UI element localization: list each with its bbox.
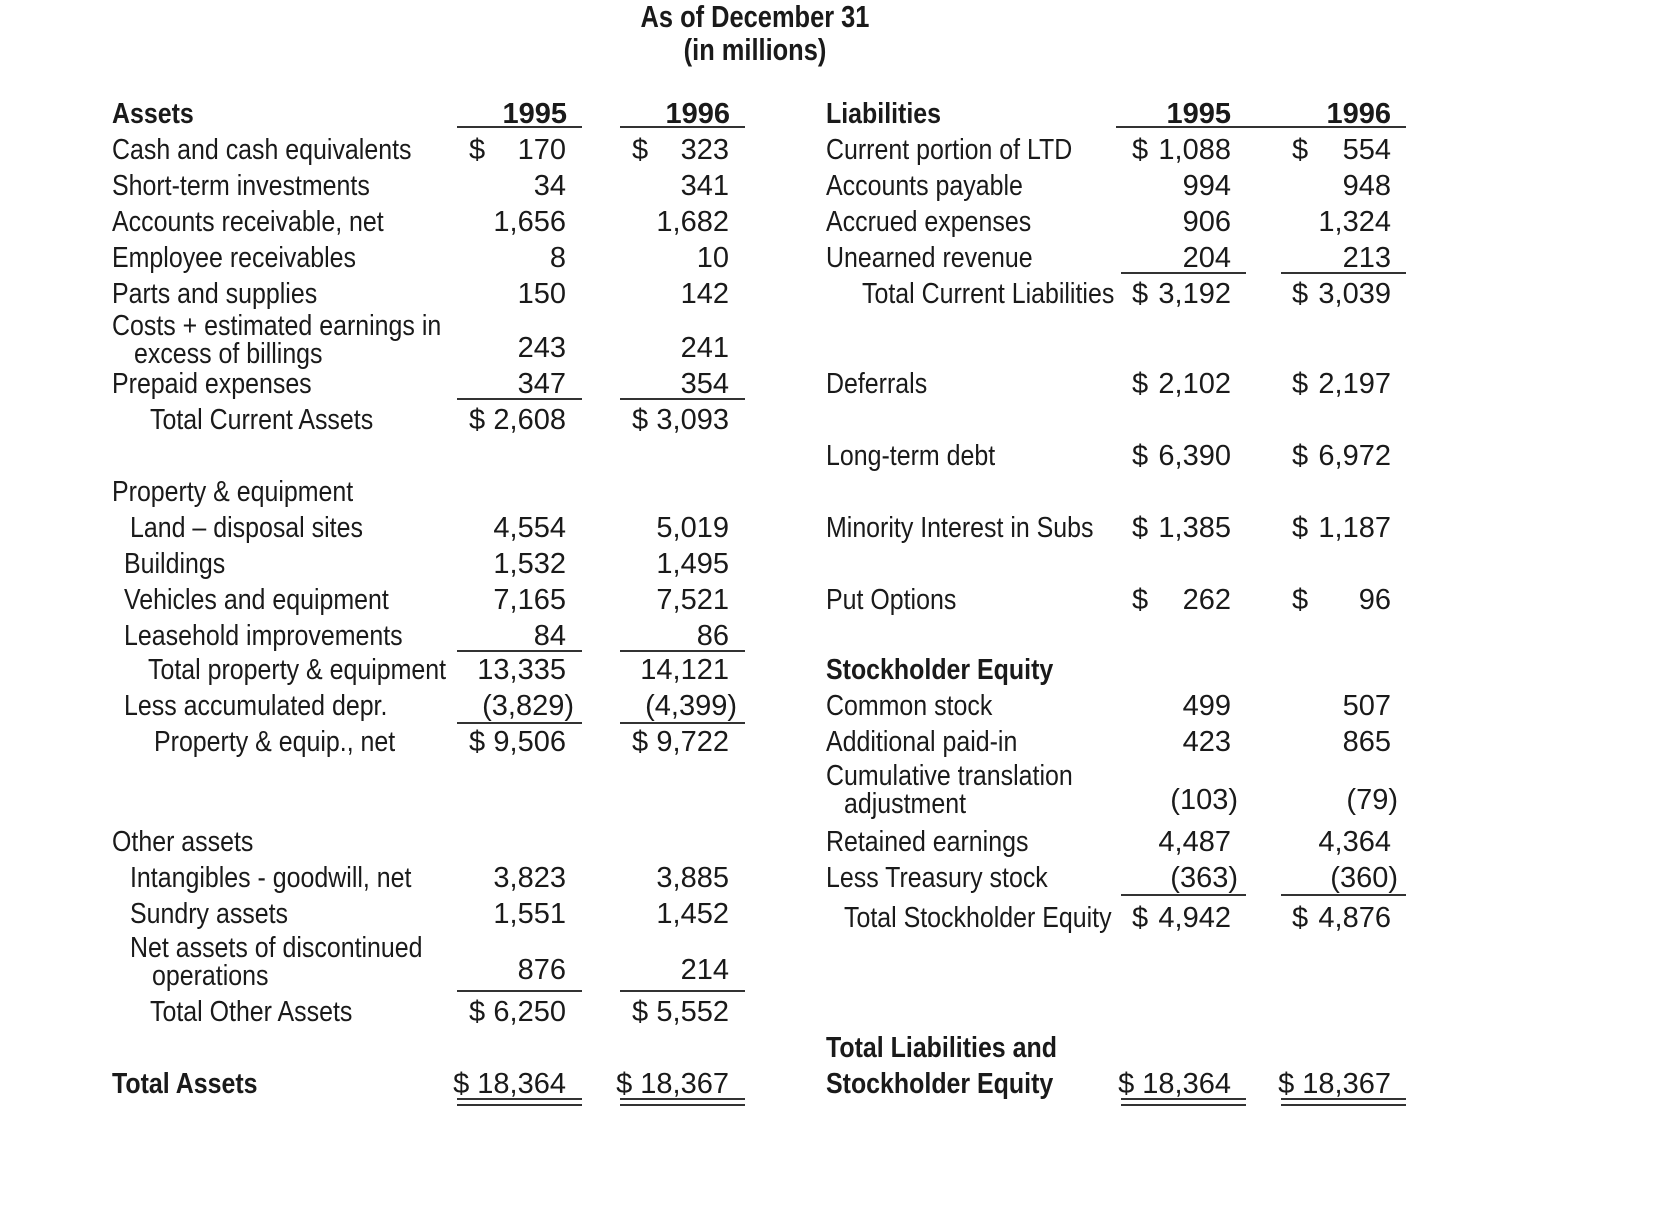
value: 1,385: [1158, 512, 1231, 544]
value: 14,121: [640, 654, 729, 686]
row-label: Total Assets: [112, 1068, 258, 1100]
value: 241: [680, 332, 729, 364]
value: 4,942: [1158, 902, 1231, 934]
value: 4,487: [1158, 826, 1231, 858]
row-label: Parts and supplies: [112, 278, 318, 310]
row-label: Minority Interest in Subs: [826, 512, 1094, 544]
dollar-sign: $: [1132, 902, 1149, 934]
dollar-sign: $: [1132, 134, 1149, 166]
value: 34: [533, 170, 566, 202]
value: 3,885: [656, 862, 729, 894]
row-label: Prepaid expenses: [112, 368, 312, 400]
value: 1,532: [493, 548, 566, 580]
value: 262: [1182, 584, 1231, 616]
value: 204: [1182, 242, 1231, 274]
dollar-sign: $: [469, 134, 486, 166]
row-label-cont: adjustment: [844, 788, 966, 820]
subtotal-rule: [1281, 272, 1406, 274]
dollar-sign: $: [1132, 278, 1149, 310]
row-label: Total property & equipment: [148, 654, 447, 686]
dollar-sign: $: [1292, 368, 1309, 400]
liabilities-heading: Liabilities: [826, 98, 942, 130]
dollar-sign: $: [1292, 440, 1309, 472]
value: 1,324: [1318, 206, 1391, 238]
value: 1996: [665, 98, 730, 130]
value: 2,197: [1318, 368, 1391, 400]
value: 1996: [1326, 98, 1391, 130]
subtotal-rule: [620, 990, 745, 992]
row-label: Additional paid-in: [826, 726, 1018, 758]
assets-heading: Assets: [112, 98, 194, 130]
row-label: Sundry assets: [130, 898, 289, 930]
value: 948: [1342, 170, 1391, 202]
value: 554: [1342, 134, 1391, 166]
value: 994: [1182, 170, 1231, 202]
value: 3,039: [1318, 278, 1391, 310]
row-label: Net assets of discontinued: [130, 932, 423, 964]
row-label: Accounts receivable, net: [112, 206, 384, 238]
value: 150: [517, 278, 566, 310]
dollar-sign: $: [1132, 512, 1149, 544]
subtotal-rule: [457, 398, 582, 400]
assets-header-rule-1995: [457, 126, 582, 128]
value: 323: [680, 134, 729, 166]
subtotal-rule: [620, 398, 745, 400]
value: 1,495: [656, 548, 729, 580]
value: 6,390: [1158, 440, 1231, 472]
value: 4,554: [493, 512, 566, 544]
grand-total-double-rule: [1281, 1098, 1406, 1106]
row-label: Accounts payable: [826, 170, 1023, 202]
row-label: Stockholder Equity: [826, 654, 1054, 686]
row-label: Land – disposal sites: [130, 512, 363, 544]
value: (103): [1170, 784, 1238, 816]
dollar-sign: $: [1132, 584, 1149, 616]
dollar-sign: $: [1132, 368, 1149, 400]
value: 4,364: [1318, 826, 1391, 858]
row-label: Property & equipment: [112, 476, 354, 508]
value: 3,823: [493, 862, 566, 894]
row-label-cont: Stockholder Equity: [826, 1068, 1054, 1100]
statement-heading: [136, 0, 1374, 66]
row-label: Accrued expenses: [826, 206, 1032, 238]
row-label: Cash and cash equivalents: [112, 134, 412, 166]
value: 86: [696, 620, 729, 652]
value: 214: [680, 954, 729, 986]
value: 3,093: [656, 404, 729, 436]
value: 2,102: [1158, 368, 1231, 400]
value: 499: [1182, 690, 1231, 722]
value: 347: [517, 368, 566, 400]
dollar-sign: $: [469, 404, 486, 436]
value: 507: [1342, 690, 1391, 722]
liabilities-header-rule: [1116, 126, 1406, 128]
row-label: Current portion of LTD: [826, 134, 1073, 166]
row-label-cont: operations: [152, 960, 269, 992]
row-label: Total Current Liabilities: [862, 278, 1115, 310]
value: 6,250: [493, 996, 566, 1028]
value: 84: [533, 620, 566, 652]
subtotal-rule: [1121, 894, 1246, 896]
dollar-sign: $: [469, 996, 486, 1028]
value: 2,608: [493, 404, 566, 436]
row-label: Less accumulated depr.: [124, 690, 388, 722]
value: 1,551: [493, 898, 566, 930]
dollar-sign: $: [1132, 440, 1149, 472]
value: 354: [680, 368, 729, 400]
row-label: Costs + estimated earnings in: [112, 310, 442, 342]
value: 1,682: [656, 206, 729, 238]
row-label: Total Stockholder Equity: [844, 902, 1112, 934]
value: (360): [1330, 862, 1398, 894]
value: 243: [517, 332, 566, 364]
dollar-sign: $: [632, 996, 649, 1028]
row-label: Total Other Assets: [150, 996, 353, 1028]
value: 10: [696, 242, 729, 274]
assets-header-rule-1996: [620, 126, 745, 128]
dollar-sign: $: [1292, 512, 1309, 544]
value: 13,335: [477, 654, 566, 686]
row-label: Employee receivables: [112, 242, 356, 274]
row-label: Deferrals: [826, 368, 928, 400]
value: 1,088: [1158, 134, 1231, 166]
value: 7,521: [656, 584, 729, 616]
dollar-sign: $: [1292, 902, 1309, 934]
heading-line-1: As of December 31: [640, 0, 870, 34]
value: 7,165: [493, 584, 566, 616]
value: 1995: [1166, 98, 1231, 130]
heading-line-2: (in millions): [683, 32, 827, 67]
value: (79): [1346, 784, 1398, 816]
dollar-sign: $: [1292, 134, 1309, 166]
value: (363): [1170, 862, 1238, 894]
row-label: Short-term investments: [112, 170, 370, 202]
row-label: Cumulative translation: [826, 760, 1073, 792]
row-label: Other assets: [112, 826, 254, 858]
value: 1995: [502, 98, 567, 130]
row-label: Intangibles - goodwill, net: [130, 862, 412, 894]
row-label: Put Options: [826, 584, 957, 616]
value: 9,722: [656, 726, 729, 758]
value: 1,452: [656, 898, 729, 930]
value: 5,019: [656, 512, 729, 544]
value: $ 18,364: [1118, 1068, 1231, 1100]
dollar-sign: $: [632, 134, 649, 166]
row-label: Retained earnings: [826, 826, 1029, 858]
value: 1,656: [493, 206, 566, 238]
dollar-sign: $: [1292, 278, 1309, 310]
value: $ 18,367: [1278, 1068, 1391, 1100]
value: $ 18,364: [453, 1068, 566, 1100]
value: 5,552: [656, 996, 729, 1028]
row-label: Property & equip., net: [154, 726, 396, 758]
value: 876: [517, 954, 566, 986]
value: 865: [1342, 726, 1391, 758]
value: 341: [680, 170, 729, 202]
value: 906: [1182, 206, 1231, 238]
row-label: Long-term debt: [826, 440, 996, 472]
value: 3,192: [1158, 278, 1231, 310]
grand-total-double-rule: [620, 1098, 745, 1106]
grand-total-double-rule: [1121, 1098, 1246, 1106]
value: 142: [680, 278, 729, 310]
row-label: Unearned revenue: [826, 242, 1033, 274]
value: $ 18,367: [616, 1068, 729, 1100]
value: (4,399): [645, 690, 737, 722]
subtotal-rule: [457, 990, 582, 992]
dollar-sign: $: [632, 726, 649, 758]
dollar-sign: $: [1292, 584, 1309, 616]
value: 8: [549, 242, 566, 274]
row-label: Less Treasury stock: [826, 862, 1048, 894]
row-label-cont: excess of billings: [134, 338, 323, 370]
dollar-sign: $: [469, 726, 486, 758]
row-label: Leasehold improvements: [124, 620, 403, 652]
value: 4,876: [1318, 902, 1391, 934]
row-label: Total Liabilities and: [826, 1032, 1057, 1064]
value: 170: [517, 134, 566, 166]
value: 96: [1358, 584, 1391, 616]
row-label: Vehicles and equipment: [124, 584, 389, 616]
subtotal-rule: [1281, 894, 1406, 896]
value: 213: [1342, 242, 1391, 274]
row-label: Common stock: [826, 690, 993, 722]
value: 1,187: [1318, 512, 1391, 544]
value: 6,972: [1318, 440, 1391, 472]
value: (3,829): [482, 690, 574, 722]
dollar-sign: $: [632, 404, 649, 436]
row-label: Total Current Assets: [150, 404, 374, 436]
row-label: Buildings: [124, 548, 226, 580]
grand-total-double-rule: [457, 1098, 582, 1106]
subtotal-rule: [1121, 272, 1246, 274]
value: 9,506: [493, 726, 566, 758]
value: 423: [1182, 726, 1231, 758]
